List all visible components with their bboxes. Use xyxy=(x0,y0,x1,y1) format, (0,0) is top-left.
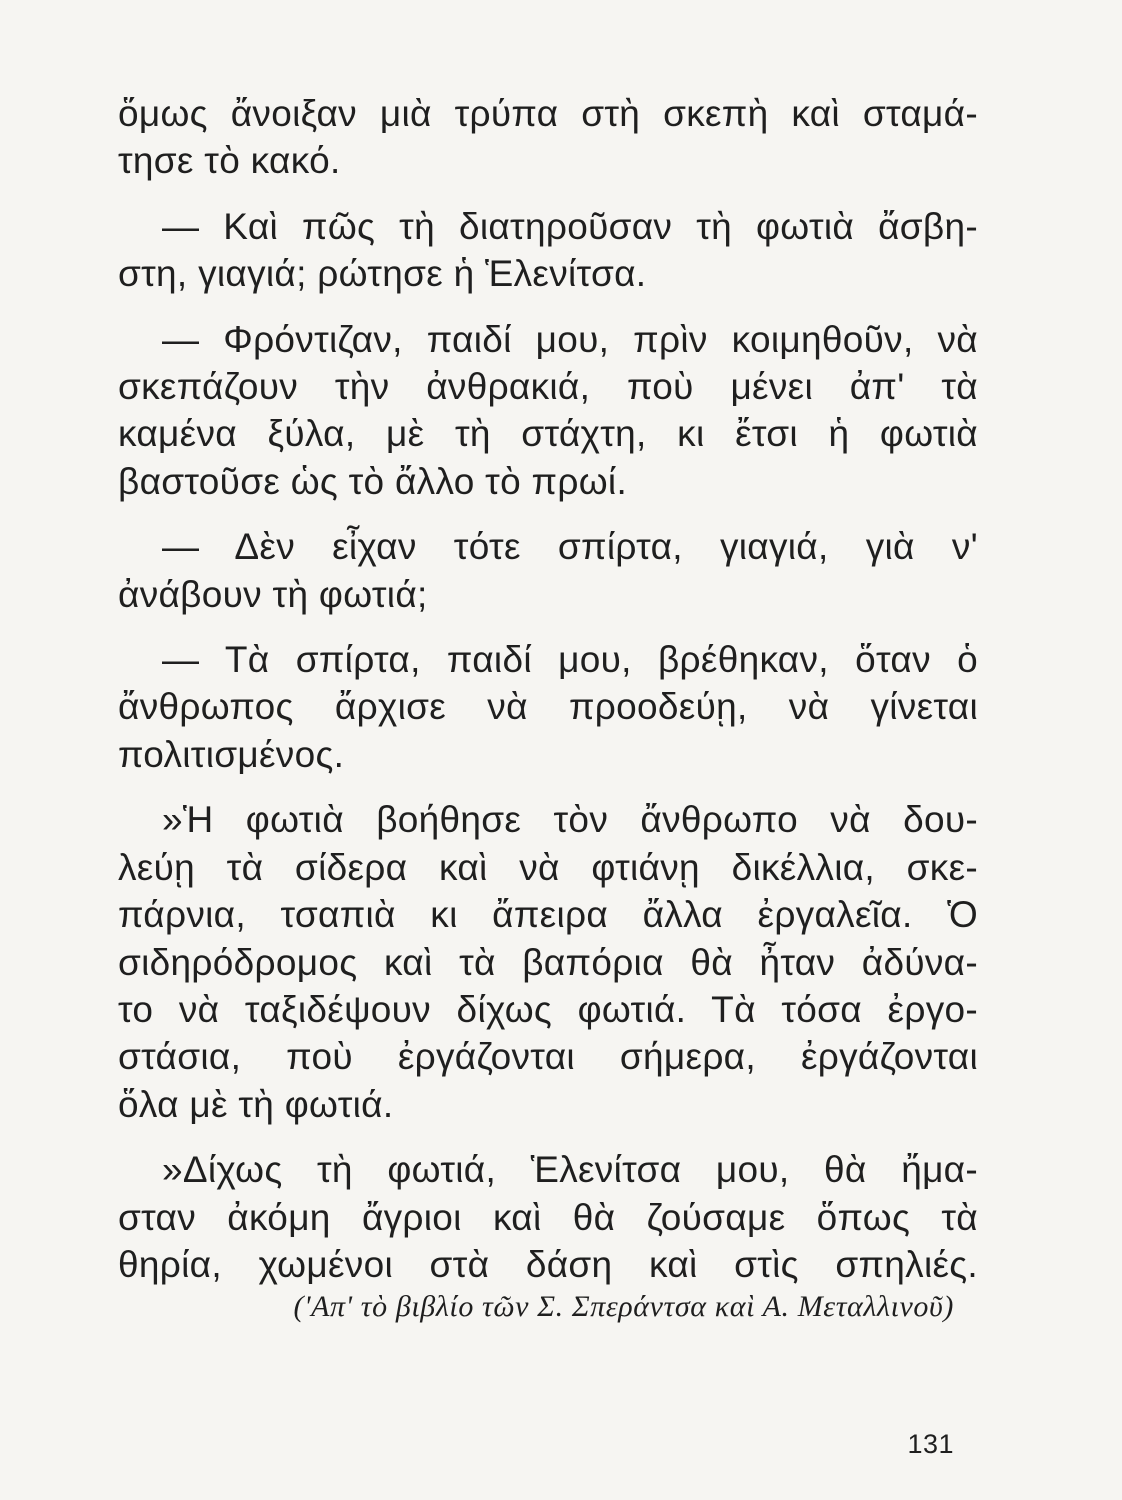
paragraph xyxy=(118,523,978,618)
text-line: σκεπάζουν τὴν ἀνθρακιά, ποὺ μένει ἀπ' τὰ xyxy=(118,366,978,408)
paragraph xyxy=(118,90,978,185)
text-line: — Φρόντιζαν, παιδί μου, πρὶν κοιμηθοῦν, νὰ xyxy=(162,318,978,360)
text-line: θηρία, χωμένοι στὰ δάση καὶ στὶς σπηλιές. xyxy=(118,1243,978,1285)
paragraph xyxy=(118,316,978,506)
text-line: καμένα ξύλα, μὲ τὴ στάχτη, κι ἔτσι ἡ φωτιὰ xyxy=(118,413,978,455)
text-line: στάσια, ποὺ ἐργάζονται σήμερα, ἐργάζονται xyxy=(118,1036,978,1078)
text-line: λεύῃ τὰ σίδερα καὶ νὰ φτιάνῃ δικέλλια, σκε- xyxy=(118,846,978,888)
text-line: ἀνάβουν τὴ φωτιά; xyxy=(118,573,428,615)
text-line: ἄνθρωπος ἄρχισε νὰ προοδεύῃ, νὰ γίνεται xyxy=(118,686,978,728)
text-line: — Δὲν εἶχαν τότε σπίρτα, γιαγιά, γιὰ ν' xyxy=(162,526,978,568)
page-number: 131 xyxy=(907,1429,954,1459)
body-text xyxy=(118,90,978,1288)
text-line: πάρνια, τσαπιὰ κι ἄπειρα ἄλλα ἐργαλεῖα. Ὁ xyxy=(118,894,978,936)
text-line: τησε τὸ κακό. xyxy=(118,140,341,182)
text-line: »Ἡ φωτιὰ βοήθησε τὸν ἄνθρωπο νὰ δου- xyxy=(162,799,978,841)
paragraph xyxy=(118,1146,978,1288)
paragraph xyxy=(118,796,978,1128)
text-line: σιδηρόδρομος καὶ τὰ βαπόρια θὰ ἦταν ἀδύνα- xyxy=(118,941,978,983)
text-line: σταν ἀκόμη ἄγριοι καὶ θὰ ζούσαμε ὅπως τὰ xyxy=(118,1196,978,1238)
text-line: — Καὶ πῶς τὴ διατηροῦσαν τὴ φωτιὰ ἄσβη- xyxy=(162,205,978,247)
text-line: ὅλα μὲ τὴ φωτιά. xyxy=(118,1083,394,1125)
text-line: — Τὰ σπίρτα, παιδί μου, βρέθηκαν, ὅταν ὁ xyxy=(162,639,978,681)
text-line: βαστοῦσε ὡς τὸ ἄλλο τὸ πρωί. xyxy=(118,460,628,502)
text-line: πολιτισμένος. xyxy=(118,733,345,775)
text-line: ὅμως ἄνοιξαν μιὰ τρύπα στὴ σκεπὴ καὶ σταμά- xyxy=(118,93,978,134)
paragraph xyxy=(118,203,978,298)
text-line: στη, γιαγιά; ρώτησε ἡ Ἑλενίτσα. xyxy=(118,253,647,295)
paragraph xyxy=(118,636,978,778)
source-citation: ('Απ' τὸ βιβλίο τῶν Σ. Σπεράντσα καὶ Α. Μεταλλινοῦ) xyxy=(293,1290,954,1323)
text-line: το νὰ ταξιδέψουν δίχως φωτιά. Τὰ τόσα ἐργο- xyxy=(118,988,978,1030)
text-line: »Δίχως τὴ φωτιά, Ἑλενίτσα μου, θὰ ἤμα- xyxy=(162,1149,978,1191)
